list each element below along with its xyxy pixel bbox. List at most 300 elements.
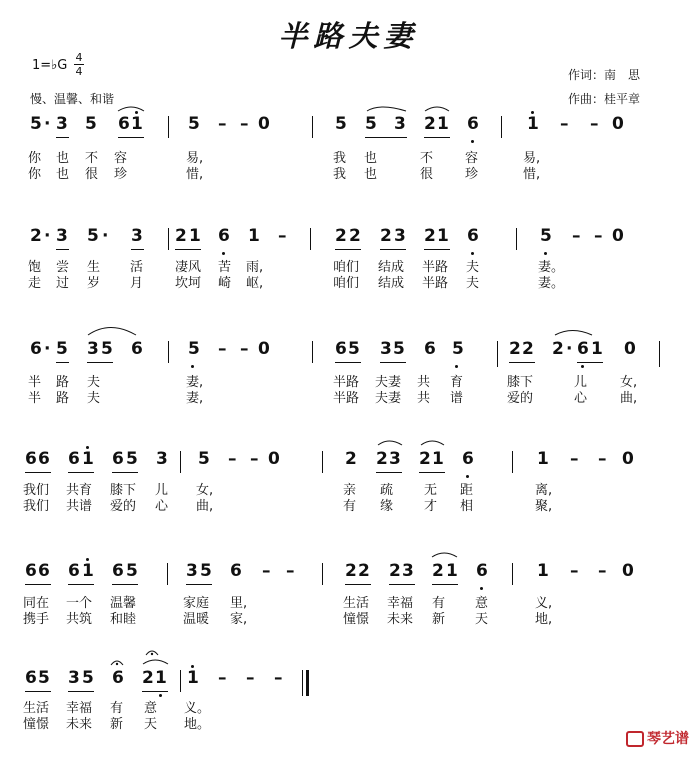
note: 5 <box>56 339 68 359</box>
beam <box>112 472 138 473</box>
note: 5 <box>126 561 138 581</box>
lyric-word: 路 <box>56 375 70 390</box>
lyric-word: 半 <box>28 375 42 390</box>
lyric-word: 育 <box>450 375 464 390</box>
note: 5 <box>82 668 94 688</box>
note: 5 <box>30 114 42 134</box>
lyric-word: 共谱 <box>66 499 93 514</box>
note: 2 <box>358 561 370 581</box>
logo-icon <box>626 731 644 747</box>
high-octave-dot <box>531 111 534 114</box>
lyric-word: 有 <box>343 499 357 514</box>
low-octave-dot <box>480 587 483 590</box>
note: 6 <box>131 339 143 359</box>
dash: – <box>560 114 569 134</box>
note: 3 <box>402 561 414 581</box>
slur <box>118 107 144 111</box>
barline <box>516 228 517 250</box>
dot: · <box>566 339 573 359</box>
time-signature <box>74 51 84 78</box>
lyric-word: 半路 <box>333 391 360 406</box>
lyric-word: 珍 <box>114 167 128 182</box>
barline <box>167 563 168 585</box>
lyric-word: 过 <box>56 276 70 291</box>
beam <box>25 691 51 692</box>
lyric-word: 半 <box>28 391 42 406</box>
lyric-word: 妻。 <box>538 276 565 291</box>
lyric-word: 生活 <box>343 596 370 611</box>
dash: – <box>240 339 249 359</box>
note: 6 <box>68 561 80 581</box>
dot: · <box>102 226 109 246</box>
note: 5 <box>38 668 50 688</box>
note: 1 <box>446 561 458 581</box>
lyric-word: 尝 <box>56 260 70 275</box>
dash: – <box>218 114 227 134</box>
lyric-word: 不 <box>85 151 99 166</box>
beam <box>68 584 94 585</box>
lyric-word: 幸福 <box>387 596 414 611</box>
note: 3 <box>394 226 406 246</box>
lyric-word: 义, <box>535 596 553 611</box>
notes-row <box>0 449 697 481</box>
lyric-word: 无 <box>424 483 438 498</box>
lyric-word: 妻, <box>186 391 204 406</box>
beam <box>424 137 450 138</box>
score-system-2 <box>0 226 697 326</box>
beam <box>376 472 402 473</box>
note: 6 <box>112 449 124 469</box>
beam <box>335 249 361 250</box>
note: 5 <box>365 114 377 134</box>
note: 3 <box>394 114 406 134</box>
score-system-1 <box>0 114 697 214</box>
barline <box>168 116 169 138</box>
lyric-word: 携手 <box>23 612 50 627</box>
note: 0 <box>268 449 280 469</box>
lyric-word: 谱 <box>450 391 464 406</box>
lyric-word: 月 <box>130 276 144 291</box>
composer-credit: 作曲：桂平章 <box>568 92 641 106</box>
dash: – <box>250 449 259 469</box>
note: 1 <box>189 226 201 246</box>
lyric-word: 女, <box>196 483 214 498</box>
note: 3 <box>56 226 68 246</box>
lyric-word: 很 <box>85 167 99 182</box>
lyric-word: 容 <box>465 151 479 166</box>
note: 2 <box>424 114 436 134</box>
lyric-word: 和睦 <box>110 612 137 627</box>
lyric-word: 半路 <box>422 276 449 291</box>
note: 6 <box>230 561 242 581</box>
lyric-word: 易, <box>186 151 204 166</box>
lyric-word: 饱 <box>28 260 42 275</box>
note: 2 <box>522 339 534 359</box>
beam <box>87 362 113 363</box>
note: 6 <box>25 449 37 469</box>
slur <box>425 107 449 111</box>
dash: – <box>228 449 237 469</box>
lyric-word: 膝下 <box>507 375 534 390</box>
note: 1 <box>187 668 199 688</box>
note: 5 <box>188 114 200 134</box>
beam <box>175 249 201 250</box>
dash: – <box>278 226 287 246</box>
note: 0 <box>622 561 634 581</box>
lyric-word: 未来 <box>387 612 414 627</box>
high-octave-dot <box>191 665 194 668</box>
barline <box>497 341 498 367</box>
watermark-logo <box>626 728 689 748</box>
lyric-word: 苦 <box>218 260 232 275</box>
slur <box>421 441 444 445</box>
low-octave-dot <box>471 140 474 143</box>
lyric-word: 同在 <box>23 596 50 611</box>
lyric-word: 温馨 <box>110 596 137 611</box>
note: 5 <box>126 449 138 469</box>
note: 1 <box>248 226 260 246</box>
lyric-word: 心 <box>155 499 169 514</box>
low-octave-dot <box>581 365 584 368</box>
beam <box>345 584 371 585</box>
low-octave-dot <box>159 694 162 697</box>
lyric-word: 半路 <box>333 375 360 390</box>
lyric-word: 夫 <box>466 260 480 275</box>
note: 6 <box>112 561 124 581</box>
lyric-word: 岁 <box>87 276 101 291</box>
barline <box>302 670 303 696</box>
barline <box>310 228 311 250</box>
note: 6 <box>25 561 37 581</box>
lyric-word: 地, <box>535 612 553 627</box>
lyric-word: 岖, <box>246 276 264 291</box>
high-octave-dot <box>135 111 138 114</box>
score-system-6 <box>0 668 697 768</box>
note: 2 <box>142 668 154 688</box>
low-octave-dot <box>471 252 474 255</box>
beam <box>68 691 94 692</box>
note: 2 <box>376 449 388 469</box>
lyric-word: 心 <box>574 391 588 406</box>
lyric-word: 家, <box>230 612 248 627</box>
lyric-word: 一个 <box>66 596 93 611</box>
low-octave-dot <box>191 365 194 368</box>
lyric-word: 也 <box>56 167 70 182</box>
dot: · <box>44 339 51 359</box>
beam <box>56 362 69 363</box>
note: 1 <box>537 561 549 581</box>
lyric-word: 亲 <box>343 483 357 498</box>
note: 3 <box>131 226 143 246</box>
lyric-word: 走 <box>28 276 42 291</box>
note: 6 <box>30 339 42 359</box>
beam <box>112 584 138 585</box>
note: 0 <box>612 114 624 134</box>
note: 3 <box>156 449 168 469</box>
note: 6 <box>467 226 479 246</box>
lyric-word: 共 <box>417 375 431 390</box>
note: 2 <box>335 226 347 246</box>
note: 2 <box>345 561 357 581</box>
note: 6 <box>218 226 230 246</box>
lyric-word: 夫妻 <box>375 391 402 406</box>
note: 2 <box>552 339 564 359</box>
lyric-word: 天 <box>475 612 489 627</box>
lyric-word: 咱们 <box>333 276 360 291</box>
barline <box>168 341 169 363</box>
lyric-word: 憧憬 <box>343 612 370 627</box>
beam <box>509 362 535 363</box>
lyric-word: 才 <box>424 499 438 514</box>
time-signature-bottom: 4 <box>75 65 83 78</box>
note: 0 <box>258 339 270 359</box>
barline <box>322 451 323 473</box>
note: 5 <box>87 226 99 246</box>
lyric-word: 爱的 <box>507 391 534 406</box>
note: 2 <box>389 561 401 581</box>
lyric-word: 我们 <box>23 483 50 498</box>
notes-row <box>0 561 697 593</box>
note: 2 <box>380 226 392 246</box>
note: 6 <box>118 114 130 134</box>
fermata-icon <box>111 661 123 665</box>
note: 6 <box>25 668 37 688</box>
note: 1 <box>437 226 449 246</box>
note: 2 <box>424 226 436 246</box>
note: 6 <box>467 114 479 134</box>
note: 1 <box>131 114 143 134</box>
lyric-word: 有 <box>432 596 446 611</box>
lyric-word: 夫 <box>87 391 101 406</box>
lyric-word: 结成 <box>378 260 405 275</box>
lyric-word: 凄风 <box>175 260 202 275</box>
notes-row <box>0 226 697 258</box>
beam <box>25 584 51 585</box>
lyric-word: 儿 <box>574 375 588 390</box>
high-octave-dot <box>86 446 89 449</box>
high-octave-dot <box>86 558 89 561</box>
beam <box>186 584 212 585</box>
lyric-word: 也 <box>364 151 378 166</box>
beam <box>142 691 168 692</box>
lyric-word: 夫 <box>466 276 480 291</box>
lyric-word: 温暖 <box>183 612 210 627</box>
lyric-word: 儿 <box>155 483 169 498</box>
beam <box>432 584 458 585</box>
lyric-word: 崎 <box>218 276 232 291</box>
dash: – <box>246 668 255 688</box>
note: 2 <box>349 226 361 246</box>
note: 6 <box>476 561 488 581</box>
note: 1 <box>155 668 167 688</box>
dash: – <box>570 561 579 581</box>
note: 1 <box>537 449 549 469</box>
lyric-word: 义。 <box>184 701 211 716</box>
note: 5 <box>348 339 360 359</box>
note: 1 <box>437 114 449 134</box>
dash: – <box>218 339 227 359</box>
lyric-word: 半路 <box>422 260 449 275</box>
note: 0 <box>612 226 624 246</box>
notes-row <box>0 114 697 146</box>
lyric-word: 离, <box>535 483 553 498</box>
note: 1 <box>432 449 444 469</box>
score-system-5 <box>0 561 697 661</box>
lyric-word: 缘 <box>380 499 394 514</box>
lyric-word: 你 <box>28 151 42 166</box>
lyric-word: 咱们 <box>333 260 360 275</box>
lyric-word: 也 <box>364 167 378 182</box>
lyric-word: 易, <box>523 151 541 166</box>
low-octave-dot <box>222 252 225 255</box>
lyric-word: 很 <box>420 167 434 182</box>
lyric-word: 惜, <box>186 167 204 182</box>
note: 1 <box>591 339 603 359</box>
score-system-3 <box>0 339 697 439</box>
dash: – <box>274 668 283 688</box>
lyric-word: 意 <box>475 596 489 611</box>
note: 0 <box>622 449 634 469</box>
lyric-word: 聚, <box>535 499 553 514</box>
lyric-word: 未来 <box>66 717 93 732</box>
lyric-word: 地。 <box>184 717 211 732</box>
lyric-word: 意 <box>144 701 158 716</box>
barline <box>168 228 169 250</box>
key-signature: 1=♭G <box>32 58 68 73</box>
beam <box>131 249 144 250</box>
slur <box>367 107 406 111</box>
dot: · <box>44 114 51 134</box>
note: 3 <box>87 339 99 359</box>
lyric-word: 我们 <box>23 499 50 514</box>
final-barline <box>306 670 309 696</box>
lyric-word: 新 <box>432 612 446 627</box>
slur <box>555 331 592 336</box>
note: 5 <box>393 339 405 359</box>
note: 3 <box>56 114 68 134</box>
dash: – <box>598 561 607 581</box>
lyric-word: 新 <box>110 717 124 732</box>
beam <box>56 249 69 250</box>
lyric-word: 你 <box>28 167 42 182</box>
lyric-word: 活 <box>130 260 144 275</box>
lyric-word: 曲, <box>196 499 214 514</box>
dash: – <box>590 114 599 134</box>
lyricist-credit: 作词：南 思 <box>568 68 641 82</box>
dash: – <box>218 668 227 688</box>
note: 0 <box>624 339 636 359</box>
note: 5 <box>335 114 347 134</box>
note: 5 <box>452 339 464 359</box>
lyric-word: 共育 <box>66 483 93 498</box>
lyric-word: 雨, <box>246 260 264 275</box>
tempo-marking: 慢、温馨、和谐 <box>30 92 115 106</box>
lyric-word: 憧憬 <box>23 717 50 732</box>
note: 1 <box>82 449 94 469</box>
slur <box>378 441 402 445</box>
note: 5 <box>200 561 212 581</box>
beam <box>56 137 69 138</box>
lyric-word: 相 <box>460 499 474 514</box>
lyric-word: 坎坷 <box>175 276 202 291</box>
lyric-word: 容 <box>114 151 128 166</box>
barline <box>512 563 513 585</box>
note: 5 <box>85 114 97 134</box>
lyric-word: 共 <box>417 391 431 406</box>
slur <box>432 553 457 557</box>
score-system-4 <box>0 449 697 549</box>
lyric-word: 曲, <box>620 391 638 406</box>
lyric-word: 不 <box>420 151 434 166</box>
dash: – <box>286 561 295 581</box>
dash: – <box>570 449 579 469</box>
dash: – <box>240 114 249 134</box>
barline <box>322 563 323 585</box>
beam <box>577 362 603 363</box>
fermata-dot <box>116 663 118 665</box>
lyric-word: 里, <box>230 596 248 611</box>
note: 6 <box>38 561 50 581</box>
dash: – <box>262 561 271 581</box>
note: 1 <box>82 561 94 581</box>
note: 6 <box>462 449 474 469</box>
lyric-word: 天 <box>144 717 158 732</box>
note: 2 <box>345 449 357 469</box>
dot: · <box>44 226 51 246</box>
note: 3 <box>68 668 80 688</box>
barline <box>312 341 313 363</box>
beam <box>68 472 94 473</box>
note: 3 <box>389 449 401 469</box>
lyric-word: 有 <box>110 701 124 716</box>
beam <box>380 249 406 250</box>
note: 3 <box>186 561 198 581</box>
beam <box>25 472 51 473</box>
lyric-word: 生活 <box>23 701 50 716</box>
watermark-text: 琴艺谱 <box>647 731 689 747</box>
note: 5 <box>540 226 552 246</box>
lyric-word: 膝下 <box>110 483 137 498</box>
slur <box>88 328 136 336</box>
note: 1 <box>527 114 539 134</box>
lyric-word: 共筑 <box>66 612 93 627</box>
beam <box>118 137 144 138</box>
note: 2 <box>419 449 431 469</box>
beam <box>335 362 361 363</box>
note: 5 <box>198 449 210 469</box>
lyric-word: 夫妻 <box>375 375 402 390</box>
dash: – <box>572 226 581 246</box>
low-octave-dot <box>544 252 547 255</box>
lyric-word: 我 <box>333 151 347 166</box>
barline <box>501 116 502 138</box>
lyric-word: 惜, <box>523 167 541 182</box>
song-title: 半路夫妻 <box>278 19 419 53</box>
beam <box>365 137 407 138</box>
low-octave-dot <box>466 475 469 478</box>
lyric-word: 生 <box>87 260 101 275</box>
lyric-word: 珍 <box>465 167 479 182</box>
beam <box>424 249 450 250</box>
barline <box>180 451 181 473</box>
beam <box>389 584 415 585</box>
lyric-word: 也 <box>56 151 70 166</box>
dash: – <box>594 226 603 246</box>
beam <box>419 472 445 473</box>
low-octave-dot <box>455 365 458 368</box>
notes-row <box>0 339 697 371</box>
lyric-word: 妻, <box>186 375 204 390</box>
